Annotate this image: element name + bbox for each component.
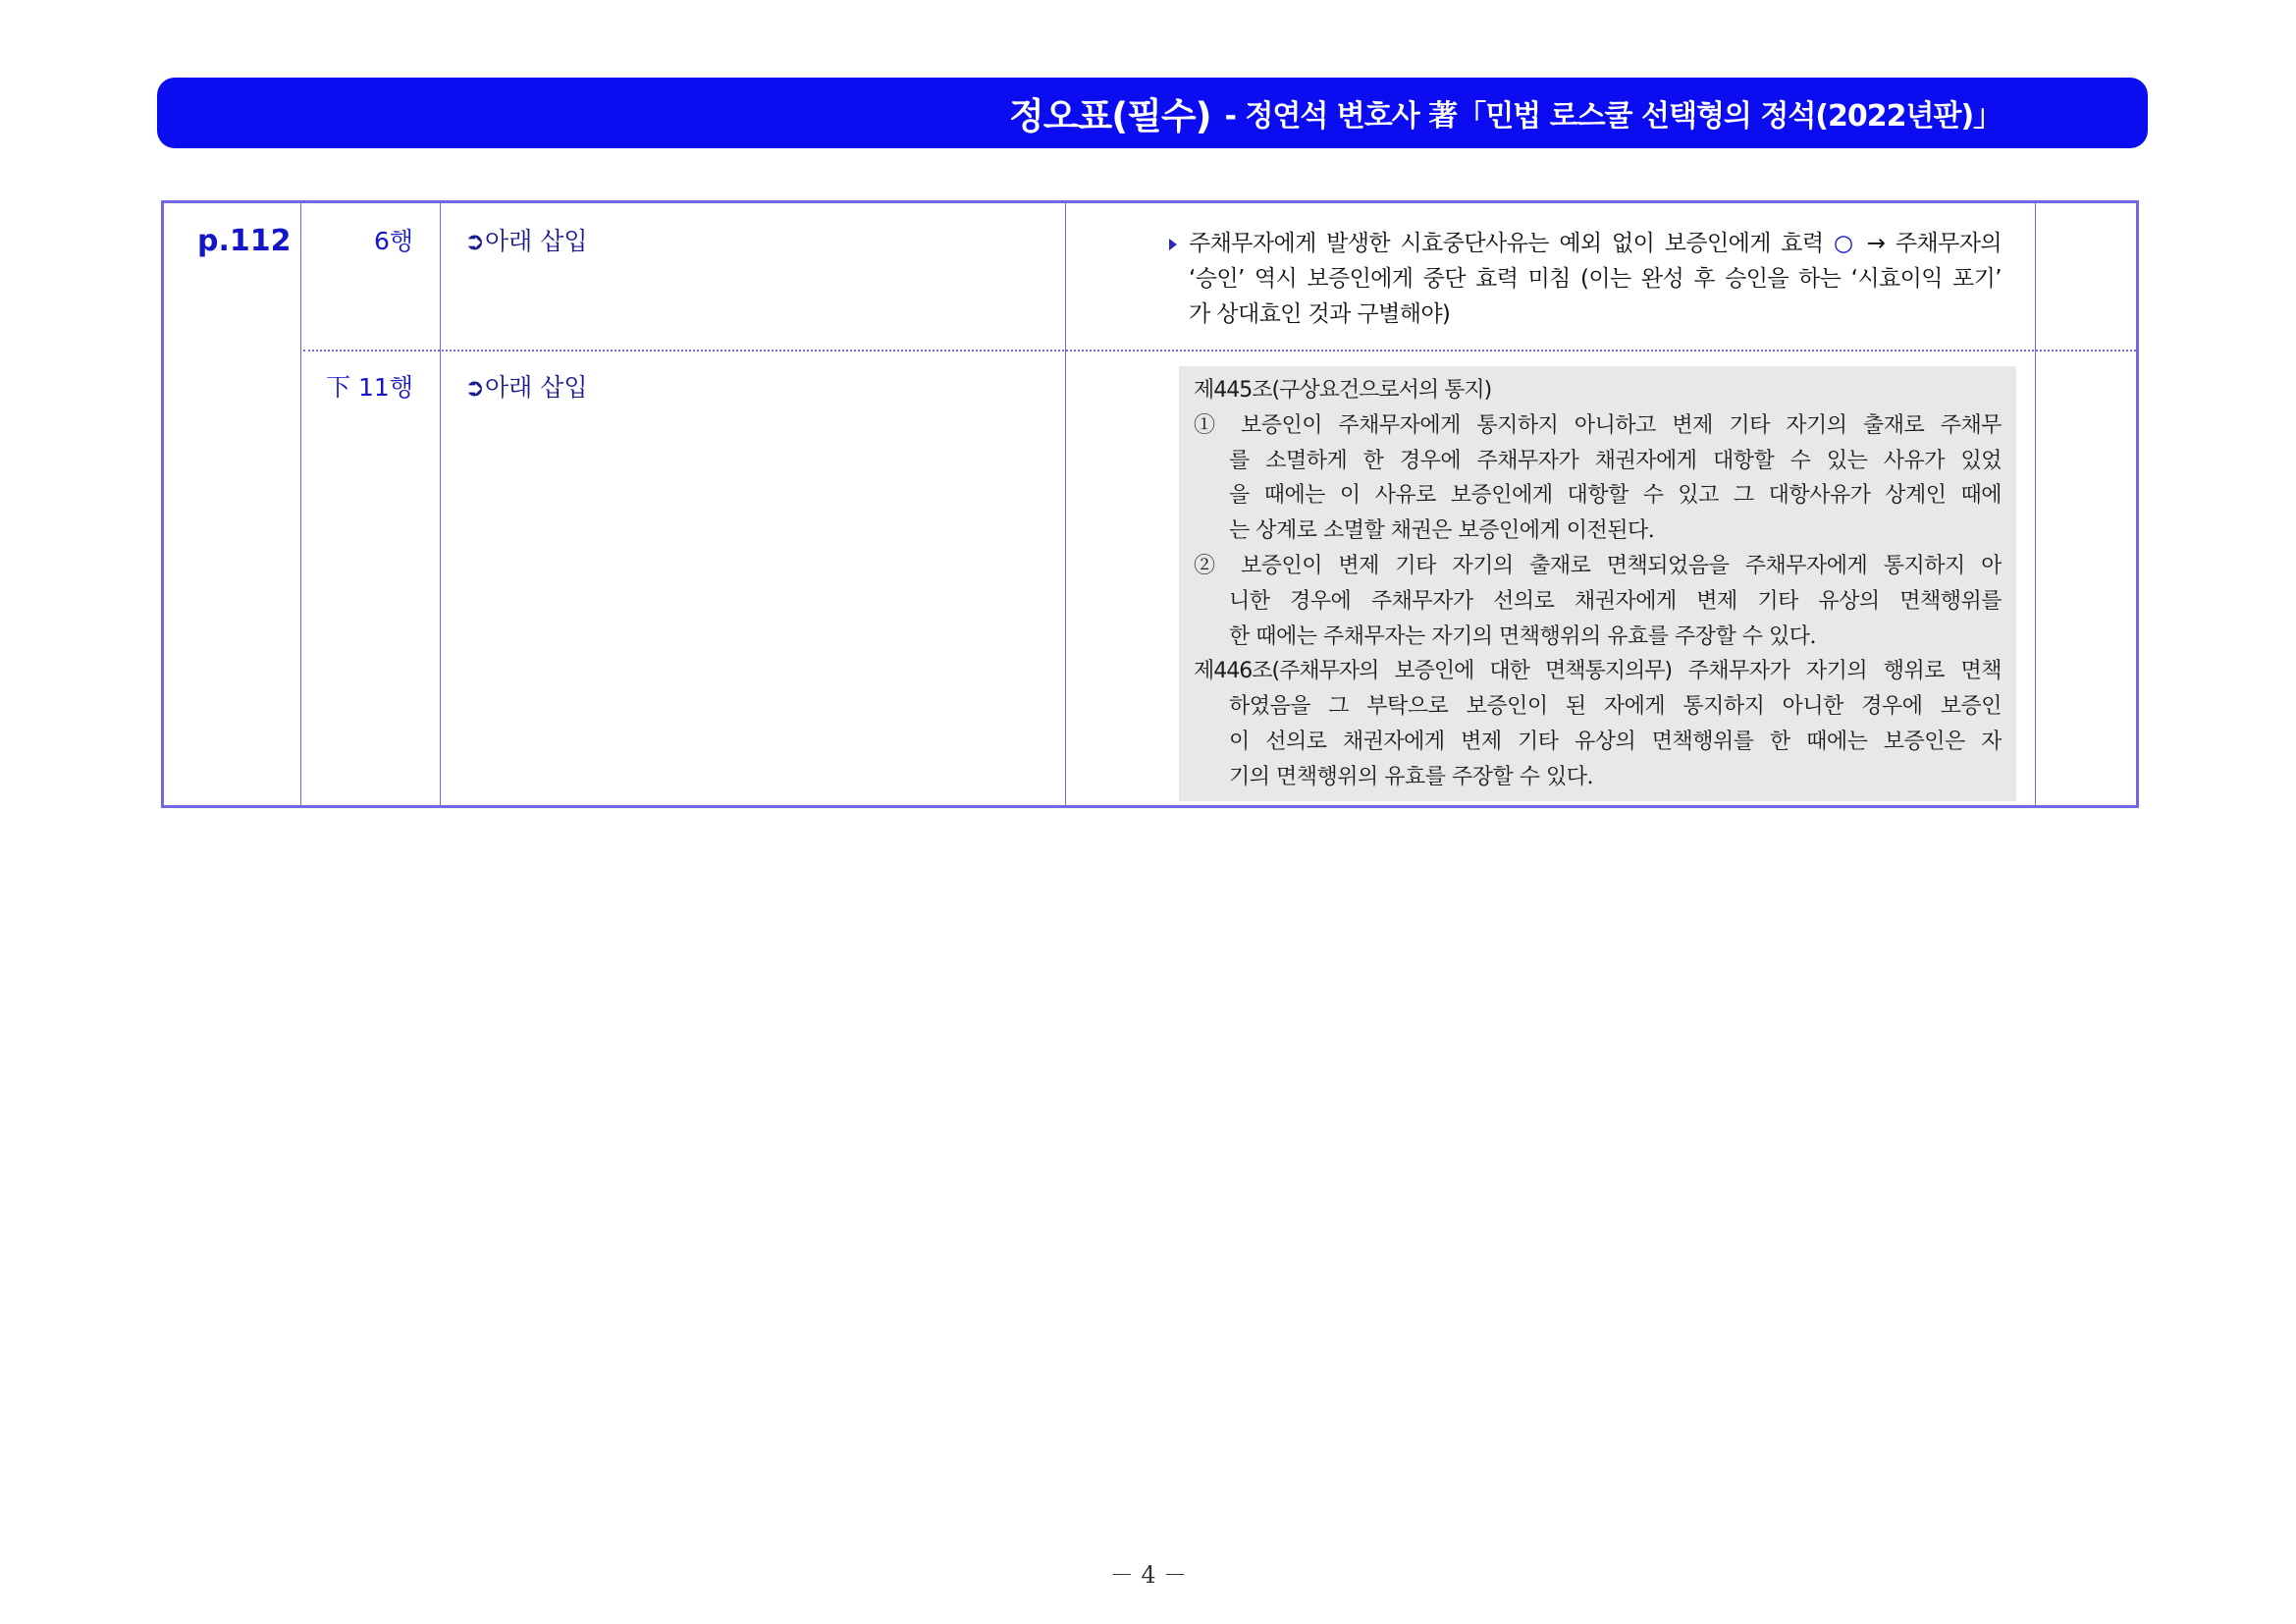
statute-excerpt-box xyxy=(1179,366,2016,801)
document-title xyxy=(1009,78,2128,148)
row1-action: ➲아래 삽입 xyxy=(464,227,588,255)
triangle-bullet-icon xyxy=(1169,239,1177,250)
statute-line: 는 상계로 소멸할 채권은 보증인에게 이전된다. xyxy=(1229,518,1655,544)
page-reference: p.112 xyxy=(197,224,292,258)
article-446-heading: 제446조(주채무자의 보증인에 대한 면책통지의무) xyxy=(1194,659,1673,684)
article-445-heading: 제445조(구상요건으로서의 통지) xyxy=(1194,378,1492,403)
column-divider xyxy=(440,203,441,805)
title-subtitle: - 정연석 변호사 著「민법 로스쿨 선택형의 정석(2022년판)」 xyxy=(1224,99,2002,134)
circle-mark: ○ xyxy=(1834,231,1857,256)
statute-line: 제446조(주채무자의 보증인에 대한 면책통지의무) 주채무자가 자기의 행위로 면책 xyxy=(1194,659,2002,684)
statute-line: 니한 경우에 주채무자가 선의로 채권자에게 변제 기타 유상의 면책행위를 xyxy=(1229,588,2002,614)
row1-line-number: 6행 xyxy=(373,227,413,255)
statute-line: 기의 면책행위의 유효를 주장할 수 있다. xyxy=(1229,764,1593,789)
row2-action: ➲아래 삽입 xyxy=(464,373,588,402)
page-number: － 4 － xyxy=(1109,1561,1188,1589)
row2-line-number: 下 11행 xyxy=(326,373,413,402)
statute-line: 하였음을 그 부탁으로 보증인이 된 자에게 통지하지 아니한 경우에 보증인 xyxy=(1229,694,2002,720)
statute-line: 을 때에는 이 사유로 보증인에게 대항할 수 있고 그 대항사유가 상계인 때에 xyxy=(1229,483,2002,509)
errata-table xyxy=(161,200,2139,808)
statute-line: ② 보증인이 변제 기타 자기의 출재로 면책되었음을 주채무자에게 통지하지 아 xyxy=(1194,553,2002,578)
statute-line: 를 소멸하게 한 경우에 주채무자가 채권자에게 대항할 수 있는 사유가 있었 xyxy=(1229,448,2002,473)
statute-line: ① 보증인이 주채무자에게 통지하지 아니하고 변제 기타 자기의 출재로 주채무 xyxy=(1194,412,2002,438)
note-line: 가 상대효인 것과 구별해야) xyxy=(1189,301,1451,327)
note-line: ‘승인’ 역시 보증인에게 중단 효력 미침 (이는 완성 후 승인을 하는 ‘시효이익 포기’ xyxy=(1189,266,2002,292)
row1-correction-note xyxy=(1189,226,2002,332)
column-divider xyxy=(1065,203,1066,805)
title-main: 정오표(필수) xyxy=(1009,95,1211,137)
note-line: 주채무자에게 발생한 시효중단사유는 예외 없이 보증인에게 효력 ○ → 주채무자의 xyxy=(1189,231,2002,256)
column-divider xyxy=(300,203,301,805)
statute-line: 한 때에는 주채무자는 자기의 면책행위의 유효를 주장할 수 있다. xyxy=(1229,623,1816,649)
column-divider xyxy=(2035,203,2036,805)
header-bar xyxy=(157,78,2148,148)
statute-line: 이 선의로 채권자에게 변제 기타 유상의 면책행위를 한 때에는 보증인은 자 xyxy=(1229,729,2002,754)
row-divider xyxy=(303,350,2136,352)
